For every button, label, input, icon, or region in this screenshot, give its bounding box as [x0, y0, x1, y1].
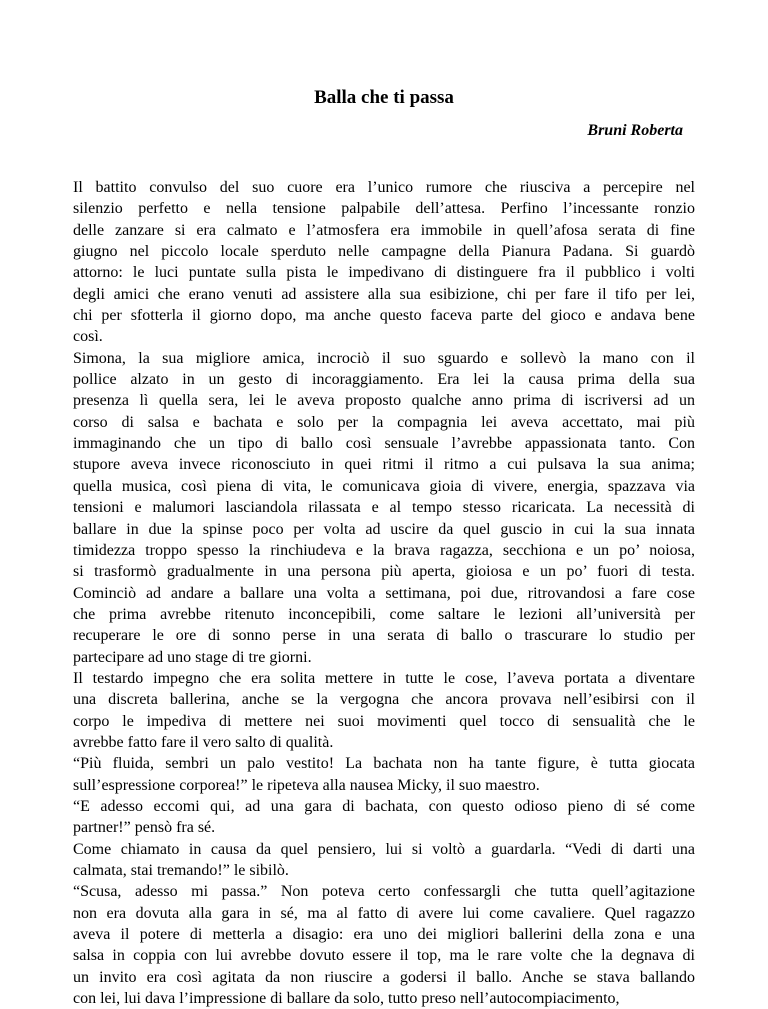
text-line: pollice alzato in un gesto di incoraggiamento. Era lei la causa prima della sua — [73, 371, 695, 389]
text-line: timidezza troppo spesso la rinchiudeva e la brava ragazza, secchiona e un po’ noiosa, — [73, 541, 695, 559]
text-line: salsa in coppia con lui avrebbe dovuto essere il top, ma le rare volte che la degnava di — [73, 947, 695, 965]
text-line: avrebbe fatto fare il vero salto di qualità. — [73, 733, 334, 751]
text-line: “Più fluida, sembri un palo vestito! La bachata non ha tante figure, è tutta giocata — [73, 755, 695, 773]
paragraph — [73, 796, 695, 839]
text-line: tensioni e malumori lasciandola rilassata e al tempo stesso ricaricata. La necessità di — [73, 499, 695, 517]
paragraph — [73, 348, 695, 668]
text-line: delle zanzare si era calmato e l’atmosfera era immobile in quell’afosa serata di fine — [73, 221, 695, 239]
text-line: “Scusa, adesso mi passa.” Non poteva certo confessargli che tutta quell’agitazione — [73, 883, 695, 901]
text-line: corpo le impediva di mettere nei suoi movimenti quel tocco di sensualità che le — [73, 712, 695, 730]
text-line: silenzio perfetto e nella tensione palpabile dell’attesa. Perfino l’incessante ronzio — [73, 200, 695, 218]
story-body — [73, 177, 695, 1009]
text-line: che prima avrebbe ritenuto inconcepibili, come saltare le lezioni all’università per — [73, 605, 695, 623]
text-line: degli amici che erano venuti ad assistere alla sua esibizione, chi per fare il tifo per lei, — [73, 285, 695, 303]
text-line: “E adesso eccomi qui, ad una gara di bachata, con questo odioso pieno di sé come — [73, 797, 695, 815]
paragraph — [73, 753, 695, 796]
text-line: così. — [73, 328, 103, 346]
text-line: partecipare ad uno stage di tre giorni. — [73, 648, 312, 666]
text-line: giugno nel piccolo locale sperduto nelle campagne della Pianura Padana. Si guardò — [73, 243, 695, 261]
text-line: si trasformò gradualmente in una persona più aperta, gioiosa e un po’ fuori di testa. — [73, 563, 695, 581]
text-line: con lei, lui dava l’impressione di ballare da solo, tutto preso nell’autocompiacimento, — [73, 990, 620, 1008]
text-line: calmata, stai tremando!” le sibilò. — [73, 862, 289, 879]
paragraph — [73, 668, 695, 753]
text-line: sull’espressione corporea!” le ripeteva alla nausea Micky, il suo maestro. — [73, 776, 540, 794]
text-line: partner!” pensò fra sé. — [73, 819, 216, 837]
paragraph — [73, 177, 695, 348]
text-line: immaginando che un tipo di ballo così sensuale l’avrebbe appassionata tanto. Con — [73, 435, 695, 453]
text-line: un invito era così agitata da non riuscire a godersi il ballo. Anche se stava ballando — [73, 968, 695, 986]
text-line: Il testardo impegno che era solita mettere in tutte le cose, l’aveva portata a diventare — [73, 669, 695, 687]
text-line: stupore aveva invece riconosciuto in quei ritmi il ritmo a cui pulsava la sua anima; — [73, 456, 695, 474]
story-title: Balla che ti passa — [314, 87, 454, 108]
text-line: Simona, la sua migliore amica, incrociò il suo sguardo e sollevò la mano con il — [73, 349, 695, 367]
text-line: ballare in due la spinse poco per volta ad uscire da quel guscio in cui la sua innata — [73, 520, 695, 538]
text-line: presenza lì quella sera, lei le aveva proposto qualche anno prima di iscriversi ad un — [73, 392, 695, 410]
text-line: aveva il potere di metterla a disagio: era uno dei migliori ballerini della zona e una — [73, 926, 695, 944]
text-line: una discreta ballerina, anche se la vergogna che ancora provava nell’esibirsi con il — [73, 691, 695, 709]
text-line: quella musica, così piena di vita, le comunicava gioia di vivere, energia, spazzava via — [73, 477, 695, 495]
text-line: non era dovuta alla gara in sé, ma al fatto di avere lui come cavaliere. Quel ragazzo — [73, 904, 695, 922]
paragraph — [73, 881, 695, 1009]
text-line: Cominciò ad andare a ballare una volta a settimana, poi due, ritrovandosi a fare cose — [73, 584, 695, 602]
paragraph — [73, 839, 695, 882]
text-line: chi per sfotterla il giorno dopo, ma anche questo faceva parte del gioco e andava bene — [73, 307, 695, 325]
author-name: Bruni Roberta — [587, 122, 683, 139]
text-line: corso di salsa e bachata e solo per la compagnia lei aveva accettato, mai più — [73, 413, 695, 431]
text-line: attorno: le luci puntate sulla pista le impedivano di distinguere fra il pubblico i volti — [73, 264, 695, 282]
text-line: Il battito convulso del suo cuore era l’unico rumore che riusciva a percepire nel — [73, 179, 695, 196]
text-line: recuperare le ore di sonno perse in una serata di ballo o trascurare lo studio per — [73, 627, 695, 645]
text-line: Come chiamato in causa da quel pensiero, lui si voltò a guardarla. “Vedi di darti una — [73, 840, 695, 858]
